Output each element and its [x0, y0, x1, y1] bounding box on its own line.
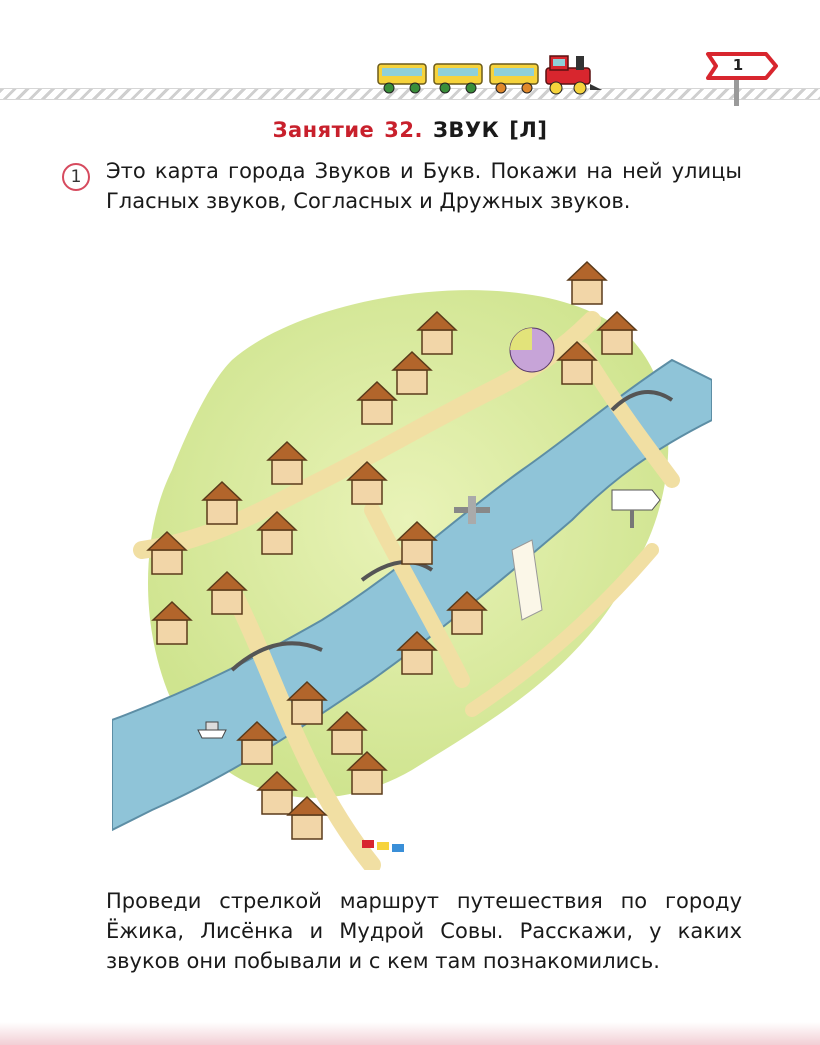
task-number-badge: 1	[62, 163, 90, 191]
lesson-sound: [Л]	[509, 118, 548, 142]
task-text: Это карта города Звуков и Букв. Покажи на ней улицы Гласных звуков, Согласных и Дружных звуков.	[106, 159, 742, 213]
lesson-title	[0, 118, 820, 142]
lesson-number: 32.	[384, 118, 423, 142]
train-locomotive	[546, 56, 602, 94]
train-illustration	[372, 50, 612, 98]
train-wagon	[378, 64, 426, 93]
lesson-label: Занятие	[272, 118, 375, 142]
house	[568, 262, 606, 304]
page-footer-band	[0, 1022, 820, 1045]
instruction-text: Проведи стрелкой маршрут путешествия по городу Ёжика, Лисёнка и Мудрой Совы. Расскажи, у каких звуков они побывали и с кем там познакомились.	[106, 889, 742, 973]
train-wagon	[490, 64, 538, 93]
train-wagon	[434, 64, 482, 93]
lesson-topic: ЗВУК	[432, 118, 500, 142]
town-map-illustration	[112, 250, 712, 870]
page-number: 1	[732, 56, 744, 74]
balloon-tent	[510, 328, 554, 372]
